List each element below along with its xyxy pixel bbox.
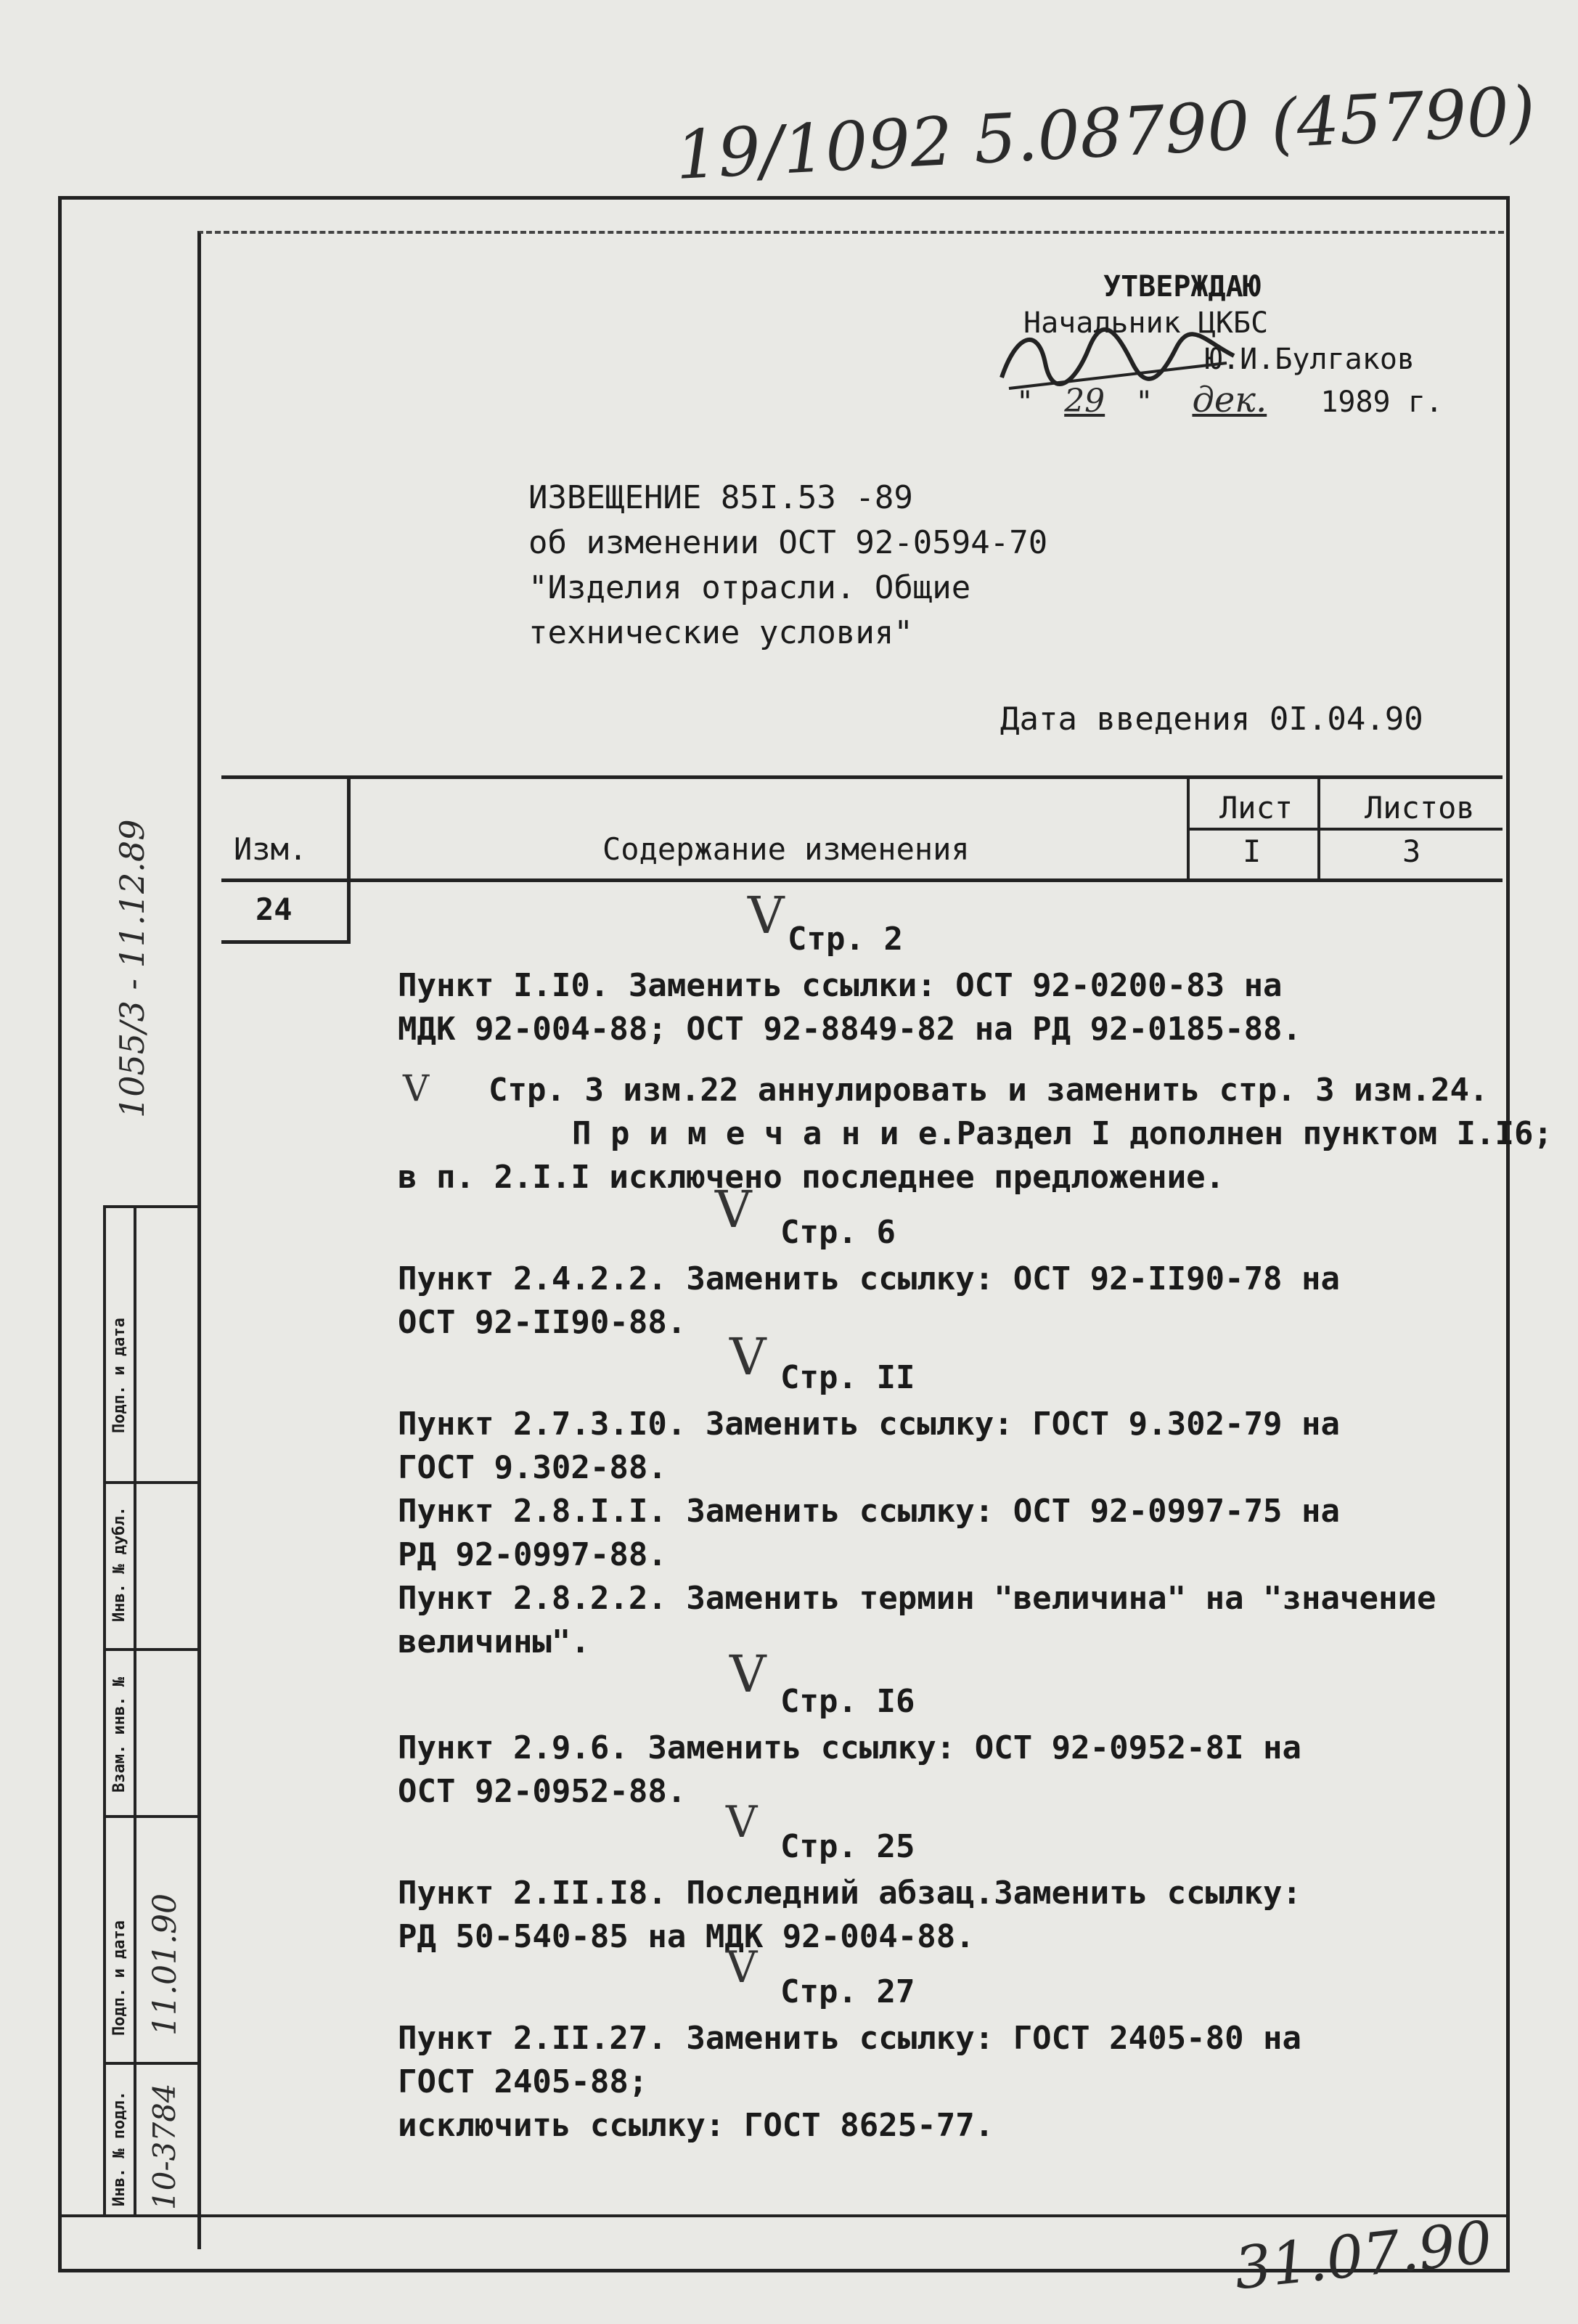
notice-title (528, 476, 1047, 656)
notice-line-1: ИЗВЕЩЕНИЕ 85I.53 -89 (528, 479, 913, 516)
notice-line-3: "Изделия отрасли. Общие (528, 569, 971, 606)
check-mark: V (729, 1327, 766, 1387)
label-dup-inv: Инв. № дубл. (110, 1506, 128, 1622)
text-line: Пункт 2.7.3.I0. Заменить ссылку: ГОСТ 9.302-79 на (398, 1406, 1341, 1443)
sidebar-cell-sign-date2 (106, 1815, 200, 2062)
page-heading: Стр. 2 (788, 921, 903, 958)
text-line: исключить ссылку: ГОСТ 8625-77. (398, 2107, 994, 2144)
label-orig-inv: Инв. № подл. (110, 2091, 128, 2206)
date-open-quote: " (1016, 386, 1034, 419)
sidebar-cell-swap-inv (106, 1648, 200, 1815)
section-text (398, 964, 1301, 1051)
label-sign-date: Подп. и дата (110, 1318, 128, 1433)
col-change: Изм. (234, 831, 308, 867)
text-line: Пункт 2.8.2.2. Заменить термин "величина" на "значение (398, 1580, 1436, 1617)
section-text (398, 1069, 1553, 1199)
sheets-value: 3 (1402, 833, 1421, 869)
approval-title: УТВЕРЖДАЮ (1103, 270, 1261, 303)
date-year: 1989 г. (1320, 386, 1443, 419)
bottom-line (58, 2214, 1510, 2217)
date-close-quote: " (1135, 386, 1153, 419)
check-mark: V (403, 1067, 430, 1109)
col-sheet: Лист (1219, 790, 1293, 825)
intro-date: Дата введения 0I.04.90 (1000, 701, 1423, 738)
text-line: Пункт I.I0. Заменить ссылки: ОСТ 92-0200-83 на (398, 967, 1283, 1004)
check-mark: V (715, 1180, 752, 1239)
change-number: 24 (255, 892, 293, 927)
page-heading: Стр. I6 (780, 1683, 915, 1720)
section-text (398, 1403, 1436, 1664)
text-line: П р и м е ч а н и е.Раздел I дополнен пунктом I.I6; (572, 1115, 1553, 1152)
approval-name: Ю.И.Булгаков (1205, 343, 1415, 376)
page-heading: Стр. 27 (780, 1973, 915, 2010)
text-line: РД 92-0997-88. (398, 1536, 667, 1573)
check-mark: V (726, 1797, 758, 1848)
text-line: в п. 2.I.I исключено последнее предложение. (398, 1159, 1225, 1196)
table-top-line (221, 775, 1503, 779)
table-header-bottom-line (221, 878, 1503, 882)
table-vline-2 (1187, 775, 1190, 881)
text-line: Стр. 3 изм.22 аннулировать и заменить стр. 3 изм.24. (488, 1072, 1489, 1109)
approval-position: Начальник ЦКБС (1023, 306, 1269, 340)
section-text (398, 2017, 1301, 2148)
label-swap-inv: Взам. инв. № (110, 1677, 128, 1793)
check-mark: V (748, 886, 785, 945)
header-handwriting: 19/1092 5.08790 (45790) (674, 72, 1537, 195)
table-mid-line (1187, 828, 1503, 831)
page-heading: Стр. II (780, 1359, 915, 1396)
table-row-bottom-line (221, 940, 351, 944)
check-mark: V (729, 1644, 766, 1704)
section-text (398, 1257, 1340, 1345)
text-line: Пункт 2.9.6. Заменить ссылку: ОСТ 92-0952-8I на (398, 1729, 1302, 1766)
sheet-value: I (1243, 833, 1262, 869)
label-sign-date2: Подп. и дата (110, 1920, 128, 2036)
page-heading: Стр. 25 (780, 1828, 915, 1865)
orig-inv-value: 10-3784 (147, 2083, 182, 2210)
section-text (398, 1726, 1301, 1814)
col-content: Содержание изменения (602, 831, 970, 867)
notice-line-4: технические условия" (528, 614, 913, 651)
date-month: дек. (1192, 380, 1267, 420)
table-vline-3 (1317, 775, 1320, 881)
sidebar-cell-orig-inv (106, 2062, 200, 2214)
notice-line-2: об изменении ОСТ 92-0594-70 (528, 524, 1048, 561)
text-line: РД 50-540-85 на МДК 92-004-88. (398, 1918, 975, 1955)
sidebar-stamp (103, 1205, 200, 2214)
table-vline-1 (347, 775, 351, 942)
sidebar-cell-sign-date (106, 1205, 200, 1481)
text-line: ГОСТ 9.302-88. (398, 1449, 667, 1486)
section-text (398, 1872, 1301, 1959)
text-line: Пункт 2.8.I.I. Заменить ссылку: ОСТ 92-0997-75 на (398, 1493, 1341, 1530)
text-line: ОСТ 92-II90-88. (398, 1304, 687, 1341)
sidebar-cell-dup-inv (106, 1481, 200, 1648)
col-sheets: Листов (1365, 790, 1475, 825)
text-line: величины". (398, 1623, 590, 1660)
footer-handwriting: 31.07.90 (1231, 2208, 1496, 2303)
text-line: Пункт 2.4.2.2. Заменить ссылку: ОСТ 92-II90-78 на (398, 1260, 1341, 1297)
text-line: МДК 92-004-88; ОСТ 92-8849-82 на РД 92-0185-88. (398, 1011, 1302, 1048)
text-line: Пункт 2.II.27. Заменить ссылку: ГОСТ 2405-80 на (398, 2020, 1302, 2057)
sign-date-value: 11.01.90 (147, 1893, 184, 2036)
approval-signature (994, 319, 1241, 399)
page-heading: Стр. 6 (780, 1214, 896, 1251)
date-day: 29 (1064, 383, 1105, 420)
text-line: ГОСТ 2405-88; (398, 2063, 648, 2100)
text-line: Пункт 2.II.I8. Последний абзац.Заменить ссылку: (398, 1875, 1302, 1912)
check-mark: V (726, 1942, 758, 1993)
text-line: ОСТ 92-0952-88. (398, 1773, 687, 1810)
